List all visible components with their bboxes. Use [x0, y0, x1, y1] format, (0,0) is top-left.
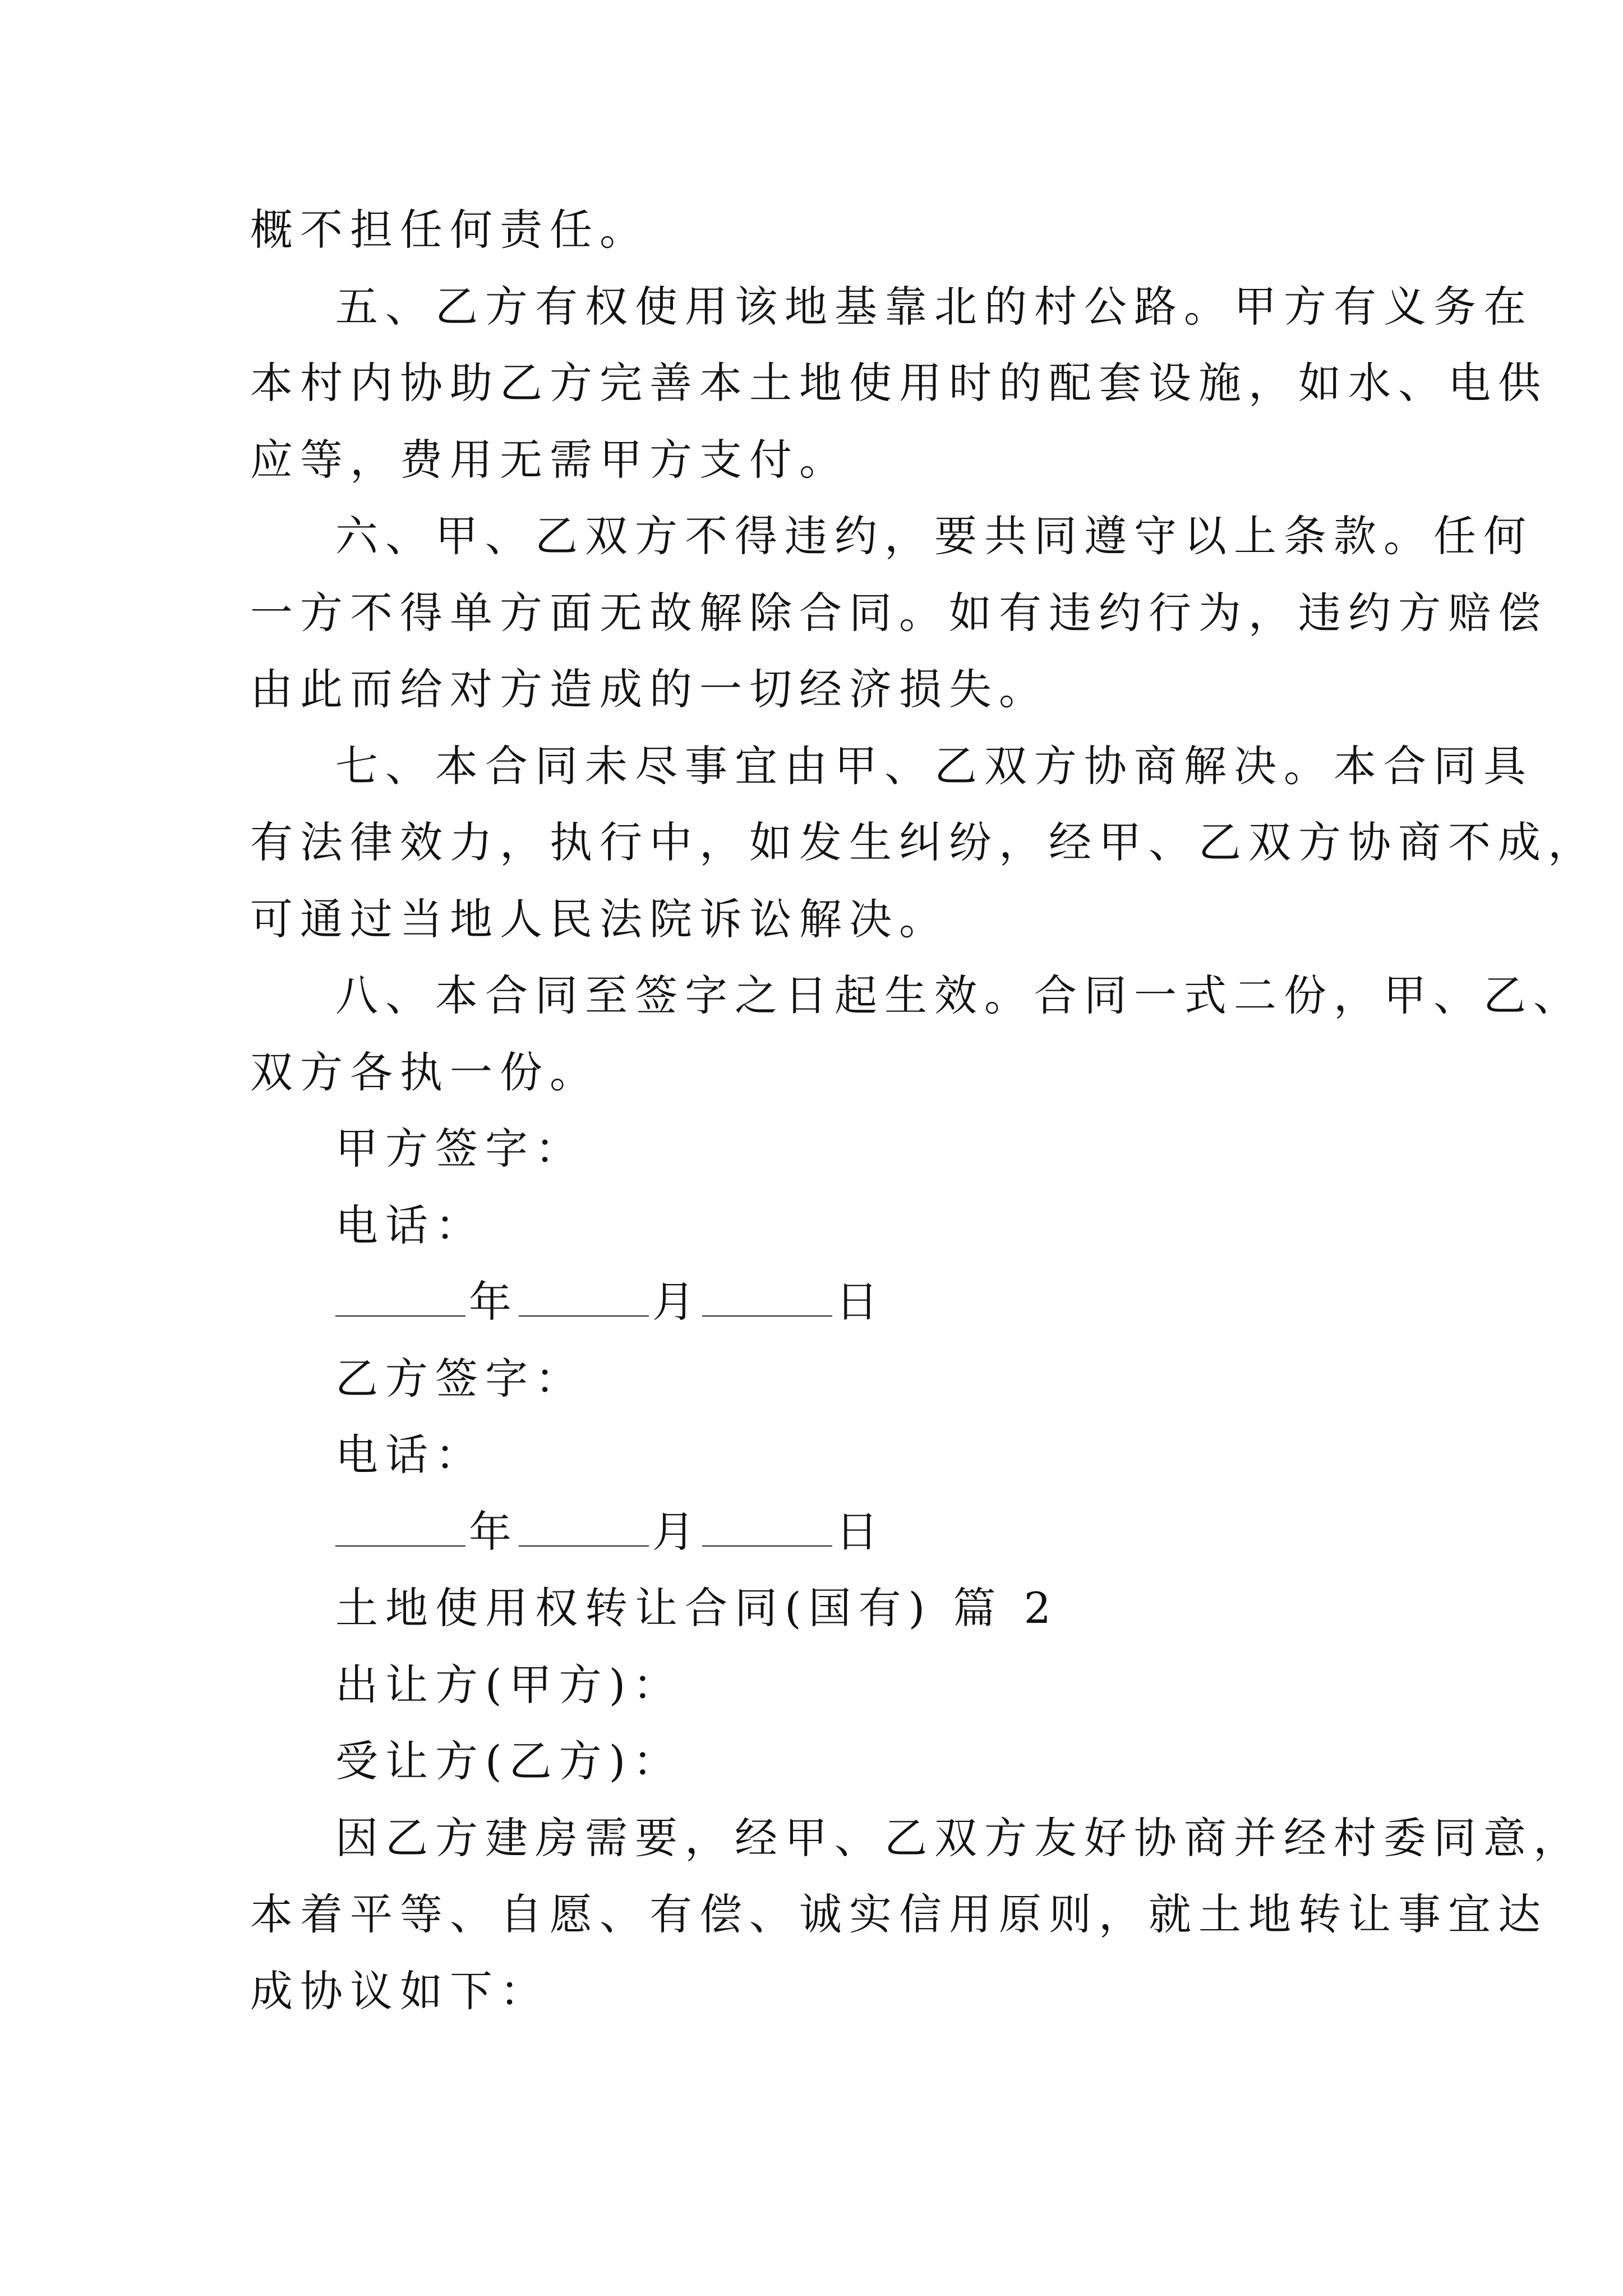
year-label: 年: [469, 1506, 519, 1557]
grantor-label: 出让方(甲方)：: [335, 1659, 683, 1710]
month-blank: [519, 1281, 649, 1317]
clause-8-line-2: 双方各执一份。: [250, 1047, 600, 1097]
year-label: 年: [469, 1277, 519, 1327]
year-blank: [335, 1281, 465, 1317]
day-blank: [702, 1281, 832, 1317]
day-label: 日: [836, 1506, 886, 1557]
clause-7-line-1: 七、本合同未尽事宜由甲、乙双方协商解决。本合同具: [335, 740, 1533, 791]
preamble-line-2: 本着平等、自愿、有偿、诚实信用原则，就土地转让事宜达: [250, 1889, 1548, 1939]
party-a-signature-label: 甲方签字：: [335, 1124, 585, 1174]
clause-7-line-3: 可通过当地人民法院诉讼解决。: [250, 894, 949, 944]
party-b-signature-label: 乙方签字：: [335, 1353, 585, 1404]
clause-5-line-2: 本村内协助乙方完善本土地使用时的配套设施，如水、电供: [250, 358, 1548, 408]
clause-6-line-1: 六、甲、乙双方不得违约，要共同遵守以上条款。任何: [335, 511, 1533, 561]
clause-6-line-3: 由此而给对方造成的一切经济损失。: [250, 664, 1049, 714]
preamble-line-3: 成协议如下：: [250, 1966, 550, 2016]
month-blank: [519, 1511, 649, 1547]
month-label: 月: [652, 1277, 702, 1327]
preamble-line-1: 因乙方建房需要，经甲、乙双方友好协商并经村委同意，: [335, 1812, 1583, 1863]
party-b-date-line: [250, 1494, 1389, 1571]
party-b-phone-label: 电话：: [335, 1430, 485, 1480]
year-blank: [335, 1511, 465, 1547]
grantee-label: 受让方(乙方)：: [335, 1736, 683, 1786]
document-body: [250, 192, 1598, 2030]
clause-5-line-3: 应等，费用无需甲方支付。: [250, 434, 849, 485]
day-label: 日: [836, 1277, 886, 1327]
clause-7-line-2: 有法律效力，执行中，如发生纠纷，经甲、乙双方协商不成，: [250, 817, 1598, 867]
day-blank: [702, 1511, 832, 1547]
clause-6-line-2: 一方不得单方面无故解除合同。如有违约行为，违约方赔偿: [250, 587, 1548, 638]
text-line: 概不担任何责任。: [250, 205, 649, 255]
clause-5-line-1: 五、乙方有权使用该地基靠北的村公路。甲方有义务在: [335, 281, 1533, 332]
party-a-phone-label: 电话：: [335, 1200, 485, 1250]
party-a-date-line: [250, 1264, 1389, 1341]
section-title: 土地使用权转让合同(国有) 篇 2: [335, 1583, 1058, 1633]
month-label: 月: [652, 1506, 702, 1557]
clause-8-line-1: 八、本合同至签字之日起生效。合同一式二份，甲、乙、: [335, 970, 1583, 1020]
